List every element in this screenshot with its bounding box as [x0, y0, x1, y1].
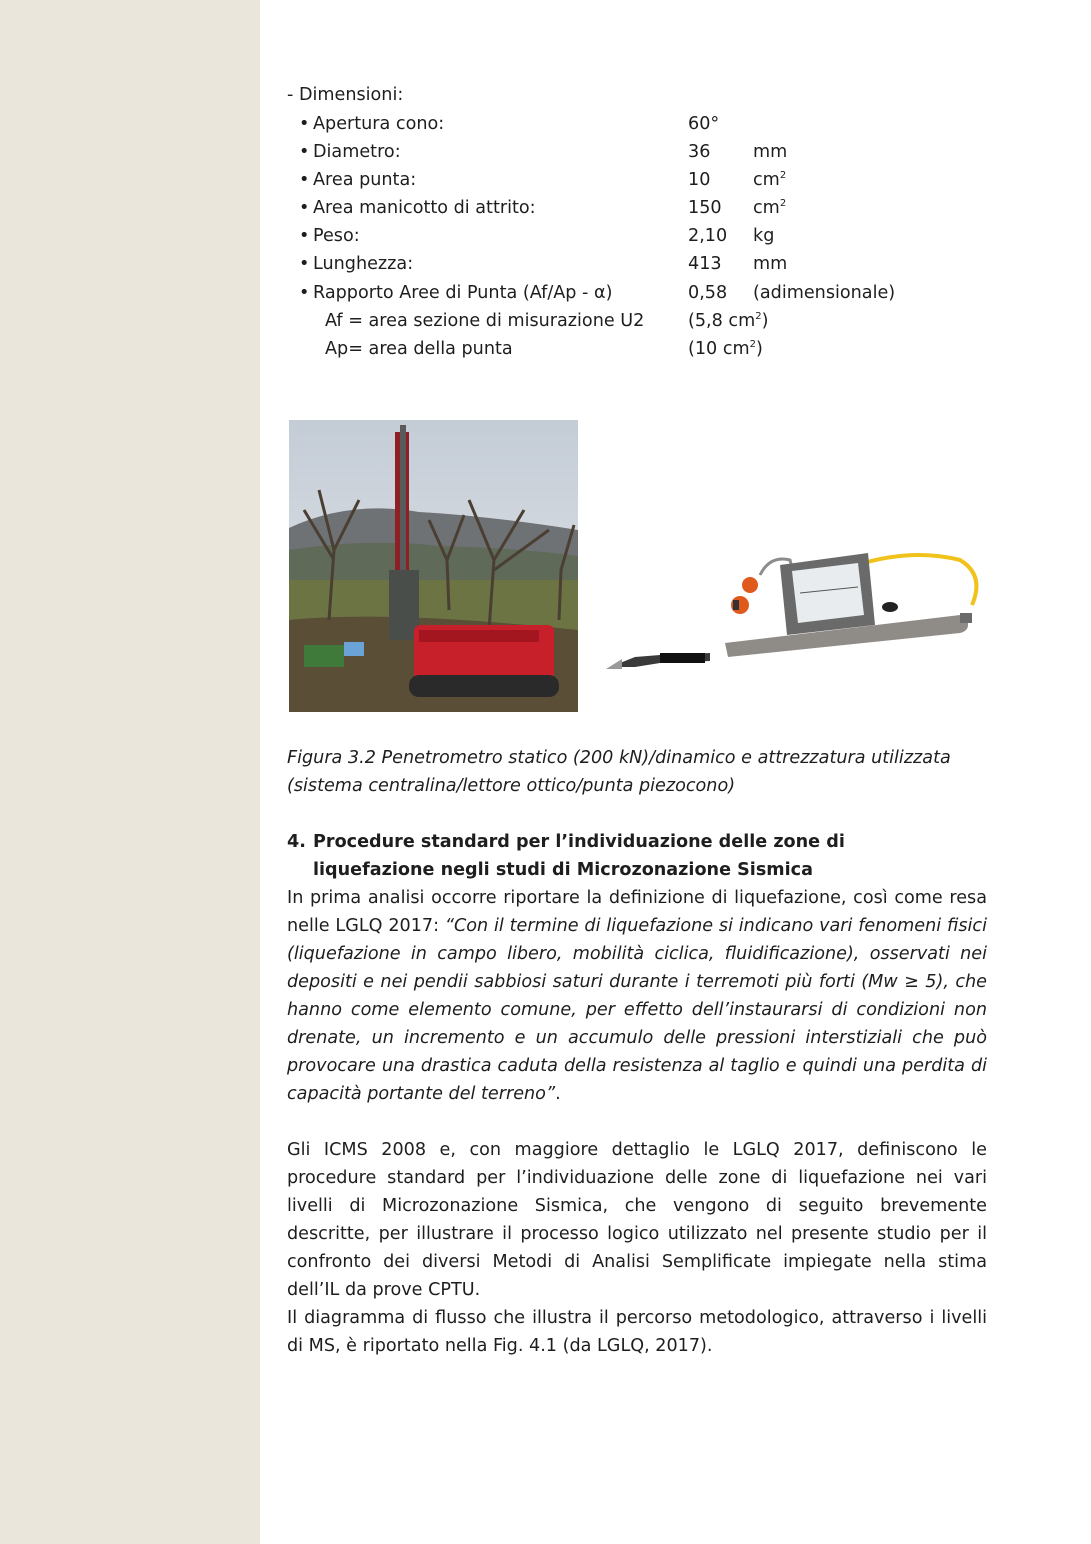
piezocone-equipment-image — [600, 535, 990, 685]
dimension-value: 150 — [688, 198, 722, 218]
quoted-definition: “Con il termine di liquefazione si indicano vari fenomeni fisici (liquefazione in campo libero, mobilità ciclica, fluidificazione), osservati nei depositi e nei pendii sabbiosi saturi durante i terremoti più forti (Mw ≥ 5), che hanno come elemento comune, per effetto dell’instaurarsi di condizioni non drenate, un incremento e un accumulo delle pressioni interstiziali che può provocare una drastica caduta della resistenza al taglio e quindi una perdita di capacità portante del terreno” — [287, 916, 987, 1104]
bullet-icon: • — [299, 198, 310, 218]
unit-superscript: 2 — [755, 311, 762, 322]
section-heading — [287, 828, 987, 884]
piezocone-equipment-photo — [600, 535, 990, 685]
dimensions-heading: - Dimensioni: — [287, 85, 404, 105]
dimension-label: Area punta: — [313, 170, 417, 190]
closing-paren: ) — [756, 339, 763, 359]
dimension-label: Af = area sezione di misurazione U2 — [325, 311, 645, 331]
dimension-label: Lunghezza: — [313, 254, 414, 274]
dimension-label: Area manicotto di attrito: — [313, 198, 536, 218]
caption-line: (sistema centralina/lettore ottico/punta piezocono) — [287, 776, 736, 796]
dimension-value: 413 — [688, 254, 722, 274]
paragraph-intro: In prima analisi occorre riportare la definizione di liquefazione, così come resa nelle LGLQ 2017: — [287, 888, 987, 936]
bullet-icon: • — [299, 283, 310, 303]
paragraph-end: . — [555, 1084, 561, 1104]
paragraph-procedures: Gli ICMS 2008 e, con maggiore dettaglio le LGLQ 2017, definiscono le procedure standard per l’individuazione delle zone di liquefazione nei vari livelli di Microzonazione Sismica, che vengono di seguito brevemente descritte, per illustrare il processo logico utilizzato nel presente studio per il confronto dei diversi Metodi di Analisi Semplificate impiegate nella stima dell’IL da prove CPTU. — [287, 1140, 987, 1300]
dimension-value: 10 — [688, 170, 711, 190]
dimension-unit: cm — [753, 198, 780, 218]
dimension-label: Apertura cono: — [313, 114, 445, 134]
dimension-value: 60° — [688, 114, 720, 134]
dimension-value: (5,8 cm — [688, 311, 756, 331]
dimension-label: Rapporto Aree di Punta (Af/Ap - α) — [313, 283, 613, 303]
bullet-icon: • — [299, 114, 310, 134]
dimension-unit: (adimensionale) — [753, 283, 896, 303]
dimension-value: 0,58 — [688, 283, 728, 303]
unit-superscript: 2 — [779, 170, 787, 181]
dimension-value: 2,10 — [688, 226, 728, 246]
dimension-unit: kg — [753, 226, 775, 246]
bullet-icon: • — [299, 170, 310, 190]
bullet-icon: • — [299, 142, 310, 162]
dimension-label: Diametro: — [313, 142, 401, 162]
bullet-icon: • — [299, 226, 310, 246]
unit-superscript: 2 — [779, 198, 787, 209]
penetrometer-rig-image — [289, 420, 578, 712]
page-margin-band — [0, 0, 260, 1544]
dimension-unit: mm — [753, 142, 788, 162]
dimension-value: (10 cm — [688, 339, 750, 359]
dimension-unit: mm — [753, 254, 788, 274]
caption-line: Figura 3.2 Penetrometro statico (200 kN)/dinamico e attrezzatura utilizzata — [287, 748, 951, 768]
section-title-line: liquefazione negli studi di Microzonazione Sismica — [313, 860, 813, 880]
figure-caption — [287, 744, 987, 800]
unit-superscript: 2 — [749, 339, 757, 350]
section-title-line: Procedure standard per l’individuazione delle zone di — [313, 832, 845, 852]
paragraph-definition — [287, 884, 987, 1108]
dimension-value: 36 — [688, 142, 711, 162]
closing-paren: ) — [761, 311, 769, 331]
section-number: 4. — [287, 832, 306, 852]
paragraph-diagram: Il diagramma di flusso che illustra il percorso metodologico, attraverso i livelli di MS, è riportato nella Fig. 4.1 (da LGLQ, 2017). — [287, 1308, 987, 1356]
dimension-unit: cm — [753, 170, 780, 190]
dimension-label: Peso: — [313, 226, 360, 246]
bullet-icon: • — [299, 254, 310, 274]
dimension-label: Ap= area della punta — [325, 339, 513, 359]
penetrometer-rig-photo — [289, 420, 578, 712]
